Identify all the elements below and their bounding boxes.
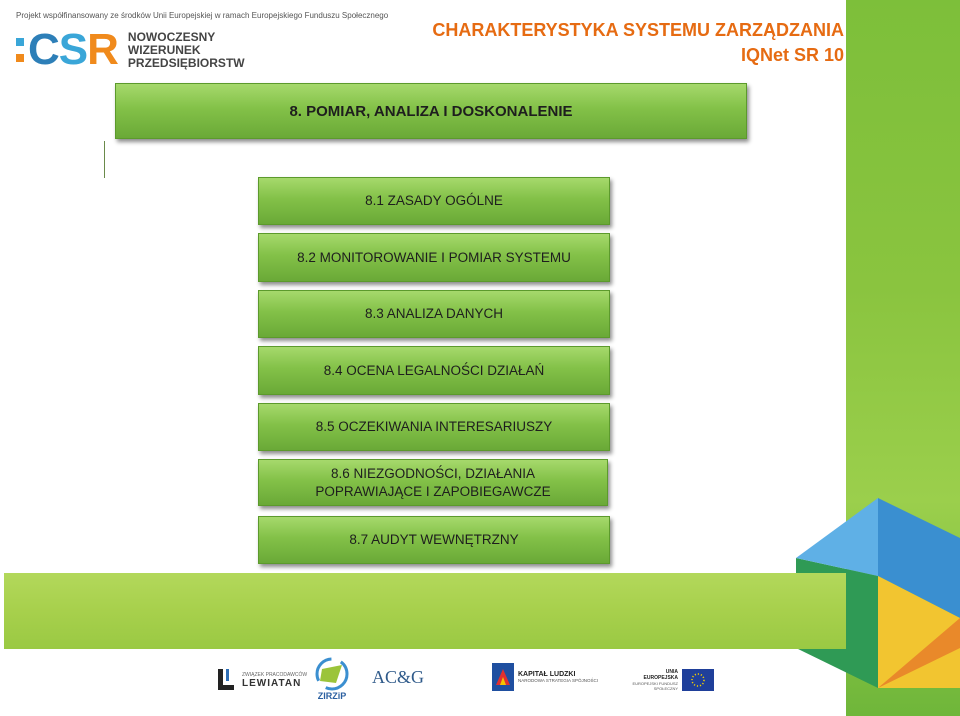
kapital-sub: NARODOWA STRATEGIA SPÓJNOŚCI [518,678,599,683]
subsection-box [258,290,610,338]
subsection-box [258,346,610,395]
eu-sub: EUROPEJSKI FUNDUSZ SPOŁECZNY [632,681,678,691]
eu-logo [632,669,714,691]
eu-name: UNIA EUROPEJSKA [643,669,678,681]
kapital-ludzki-logo [492,663,598,691]
slide-title-block [432,20,844,66]
subsection-box [258,177,610,225]
subsection-box [258,403,610,451]
logo-text-line: NOWOCZESNY [127,29,216,44]
subsection-label: 8.7 AUDYT WEWNĘTRZNY [349,532,519,547]
subsection-label: 8.1 ZASADY OGÓLNE [365,193,503,208]
subsection-label: 8.4 OCENA LEGALNOŚCI DZIAŁAŃ [323,362,545,378]
lewiatan-name: LEWIATAN [242,677,302,689]
lewiatan-logo [216,667,307,693]
subsection-label: 8.5 OCZEKIWANIA INTERESARIUSZY [315,419,553,434]
subsection-label: 8.6 NIEZGODNOŚCI, DZIAŁANIA POPRAWIAJĄCE I ZAPOBIEGAWCZE [315,465,551,499]
logo-letter-r: R [87,25,118,74]
kapital-name: KAPITAŁ LUDZKI [518,671,576,678]
slide-title: CHARAKTERYSTYKA SYSTEMU ZARZĄDZANIA [432,20,844,40]
slide-subtitle: IQNet SR 10 [740,45,844,65]
connector-line [104,141,105,178]
logo-text-line: PRZEDSIĘBIORSTW [127,55,245,70]
funding-note: Projekt współfinansowany ze środków Unii Europejskiej w ramach Europejskiego Funduszu Społecznego [16,11,389,20]
acg-logo [372,667,424,688]
lewiatan-icon [216,667,238,693]
zirzip-name: ZIRZiP [317,691,347,701]
acg-name: AC&G [372,667,425,687]
footer-logos [200,655,760,705]
logo-letter-s: S [58,25,88,74]
bottom-decor-band [4,573,846,649]
logo-letter-c: C [28,25,59,74]
logo-mark [28,25,118,74]
lewiatan-small-text: ZWIĄZEK PRACODAWCÓW [242,671,308,678]
logo-dots-icon [16,38,24,62]
subsection-box [258,459,608,506]
section-main-label: 8. POMIAR, ANALIZA I DOSKONALENIE [289,102,573,120]
eu-flag-icon [682,669,714,691]
csr-logo [16,25,245,74]
subsection-label: 8.2 MONITOROWANIE I POMIAR SYSTEMU [297,249,571,265]
logo-text-line: WIZERUNEK [127,42,201,57]
zirzip-icon [312,657,352,691]
kapital-ludzki-icon [492,663,514,691]
logo-text [128,31,245,70]
subsection-box [258,516,610,564]
subsection-label: 8.3 ANALIZA DANYCH [364,306,504,321]
subsection-box [258,233,610,282]
section-main-box [115,83,747,139]
zirzip-logo [312,657,352,701]
